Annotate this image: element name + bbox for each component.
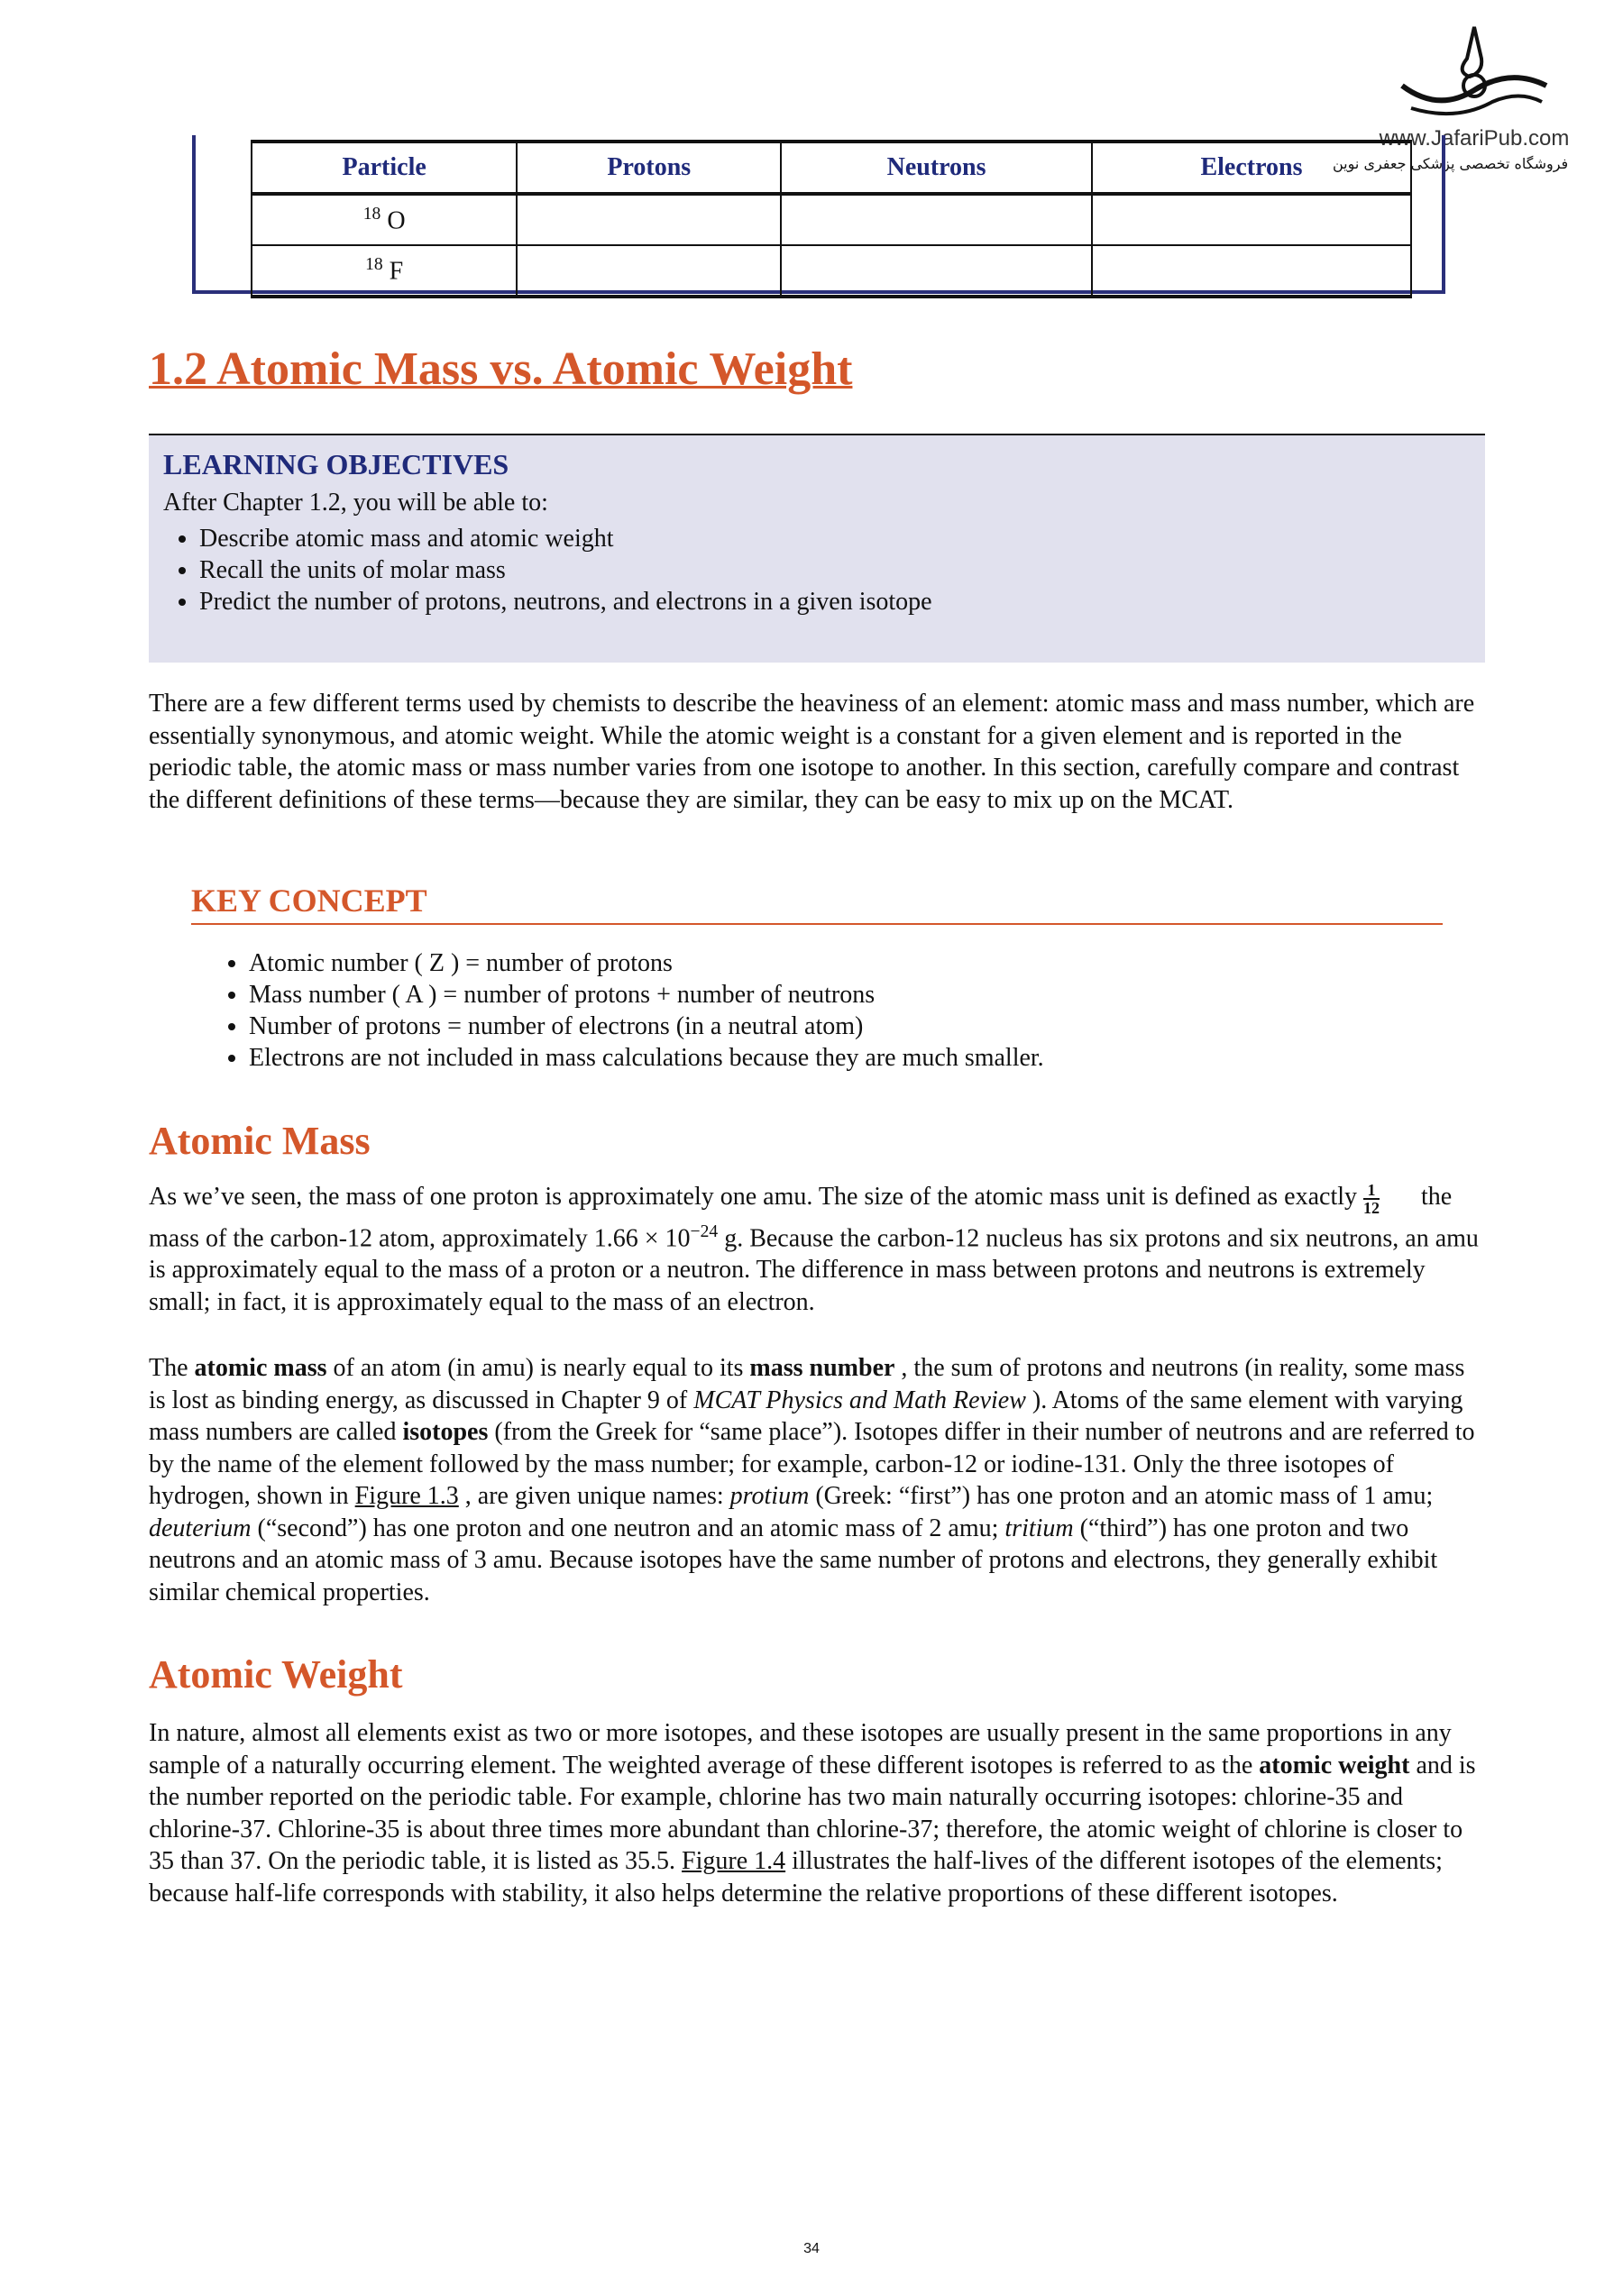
key-concept-list bbox=[213, 947, 1044, 1074]
table-row bbox=[252, 245, 1411, 297]
publisher-logo bbox=[1352, 23, 1596, 151]
bold-term: atomic mass bbox=[194, 1354, 327, 1382]
calligraphy-logo-icon bbox=[1384, 23, 1564, 122]
electrons-cell[interactable] bbox=[1092, 194, 1411, 245]
objectives-intro: After Chapter 1.2, you will be able to: bbox=[163, 489, 548, 517]
list-item: • Electrons are not included in mass calculations because they are much smaller. bbox=[249, 1042, 1044, 1074]
electrons-cell[interactable] bbox=[1092, 245, 1411, 297]
atomic-weight-heading: Atomic Weight bbox=[149, 1652, 403, 1697]
isotope-table bbox=[251, 140, 1412, 298]
text-run: (“third”) has one proton and two neutrons and an atomic mass of 3 amu. Because isotopes have the same number of protons and electrons, they generally exhibit similar chemical properties. bbox=[149, 1514, 1438, 1606]
table-row bbox=[252, 194, 1411, 245]
text-run: and is the number reported on the periodic table. For example, chlorine has two main naturally occurring isotopes: chlorine-35 and chlorine-37. Chlorine-35 is about three times more abundant than chlorine-37; therefore, the atomic weight of chlorine is closer to 35 than 37. On the periodic table, it is listed as 35.5. bbox=[149, 1751, 1476, 1875]
bold-term: mass number bbox=[749, 1354, 895, 1382]
atomic-weight-paragraph bbox=[149, 1717, 1488, 1909]
text-run: , the sum of protons and neutrons (in reality, some mass is lost as binding energy, as discussed in Chapter 9 of bbox=[149, 1354, 1465, 1414]
learning-objectives-box bbox=[149, 434, 1485, 663]
particle-cell: $^{18}$ F bbox=[252, 245, 517, 297]
particle-cell: $^{18}$ O bbox=[252, 194, 517, 245]
header-electrons: Electrons bbox=[1092, 142, 1411, 194]
text-run: , are given unique names: bbox=[458, 1482, 730, 1510]
list-item: • Mass number ( A ) = number of protons + number of neutrons bbox=[249, 979, 1044, 1011]
header-protons: Protons bbox=[517, 142, 781, 194]
atomic-mass-heading: Atomic Mass bbox=[149, 1119, 371, 1163]
publisher-tagline: فروشگاه تخصصی پزشکی جعفری نوین bbox=[1333, 155, 1569, 172]
list-item: • Describe atomic mass and atomic weight bbox=[199, 523, 1471, 554]
section-title: 1.2 Atomic Mass vs. Atomic Weight bbox=[149, 343, 853, 395]
protons-cell[interactable] bbox=[517, 245, 781, 297]
list-item: • Predict the number of protons, neutrons, and electrons in a given isotope bbox=[199, 586, 1471, 617]
objectives-list bbox=[163, 523, 1471, 617]
atomic-mass-paragraph-1: As we’ve seen, the mass of one proton is approximately one amu. The size of the atomic mass unit is defined as exactly $\frac{1}{12}$ the mass of the carbon-12 atom, approximately $1.66 \times 10^{-24}$ g. Because the carbon-12 nucleus has six protons and six neutrons, an amu is approximately equal to the mass of a proton or a neutron. The difference in mass between protons and neutrons is extremely small; in fact, it is approximately equal to the mass of an electron. bbox=[149, 1180, 1479, 1316]
page-number: 34 bbox=[803, 2241, 820, 2256]
protons-cell[interactable] bbox=[517, 194, 781, 245]
key-concept-title: KEY CONCEPT bbox=[191, 882, 1443, 925]
text-run: (“second”) has one proton and one neutron and an atomic mass of 2 amu; bbox=[251, 1514, 1005, 1542]
text-run: illustrates the half-lives of the different isotopes of the elements; because half-life corresponds with stability, it also helps determine the relative proportions of these different isotopes. bbox=[149, 1847, 1443, 1907]
table-header-row bbox=[252, 142, 1411, 194]
figure-link[interactable]: Figure 1.3 bbox=[354, 1482, 459, 1510]
text-run: ). Atoms of the same element with varying mass numbers are called bbox=[149, 1386, 1463, 1446]
text-run: In nature, almost all elements exist as two or more isotopes, and these isotopes are usually present in the same proportions in any sample of a naturally occurring element. The weighted average of these different isotopes is referred to as the bbox=[149, 1719, 1452, 1779]
bold-term: isotopes bbox=[402, 1418, 489, 1446]
atomic-mass-paragraph-2 bbox=[149, 1352, 1488, 1608]
text-run: (Greek: “first”) has one proton and an atomic mass of 1 amu; bbox=[809, 1482, 1434, 1510]
italic-term: deuterium bbox=[149, 1514, 252, 1542]
list-item: • Atomic number ( Z ) = number of protons bbox=[249, 947, 1044, 979]
italic-term: protium bbox=[729, 1482, 810, 1510]
text-run: The bbox=[149, 1354, 195, 1382]
neutrons-cell[interactable] bbox=[781, 245, 1092, 297]
header-neutrons: Neutrons bbox=[781, 142, 1092, 194]
figure-link[interactable]: Figure 1.4 bbox=[682, 1847, 786, 1875]
fraction-one-twelfth: $\frac{1}{12}$ bbox=[1363, 1180, 1380, 1217]
list-item: • Recall the units of molar mass bbox=[199, 554, 1471, 586]
publisher-url: www.JafariPub.com bbox=[1379, 126, 1570, 151]
italic-term: tritium bbox=[1004, 1514, 1074, 1542]
text-run: of an atom (in amu) is nearly equal to its bbox=[326, 1354, 750, 1382]
list-item: • Number of protons = number of electrons (in a neutral atom) bbox=[249, 1011, 1044, 1042]
header-particle: Particle bbox=[252, 142, 517, 194]
objectives-title: LEARNING OBJECTIVES bbox=[163, 448, 509, 480]
bold-term: atomic weight bbox=[1259, 1751, 1410, 1779]
intro-paragraph: There are a few different terms used by chemists to describe the heaviness of an element: atomic mass and mass number, which are essentially synonymous, and atomic weight. While the atomic weight is a constant for a given element and is reported in the periodic table, the atomic mass or mass number varies from one isotope to another. In this section, carefully compare and contrast the different definitions of these terms—because they are similar, they can be easy to mix up on the MCAT. bbox=[149, 690, 1475, 814]
text-run: (from the Greek for “same place”). Isotopes differ in their number of neutrons and are referred to by the name of the element followed by the mass number; for example, carbon-12 or iodine-131. Only the three isotopes of hydrogen, shown in bbox=[149, 1418, 1475, 1510]
italic-term: MCAT Physics and Math Review bbox=[693, 1386, 1026, 1414]
neutrons-cell[interactable] bbox=[781, 194, 1092, 245]
